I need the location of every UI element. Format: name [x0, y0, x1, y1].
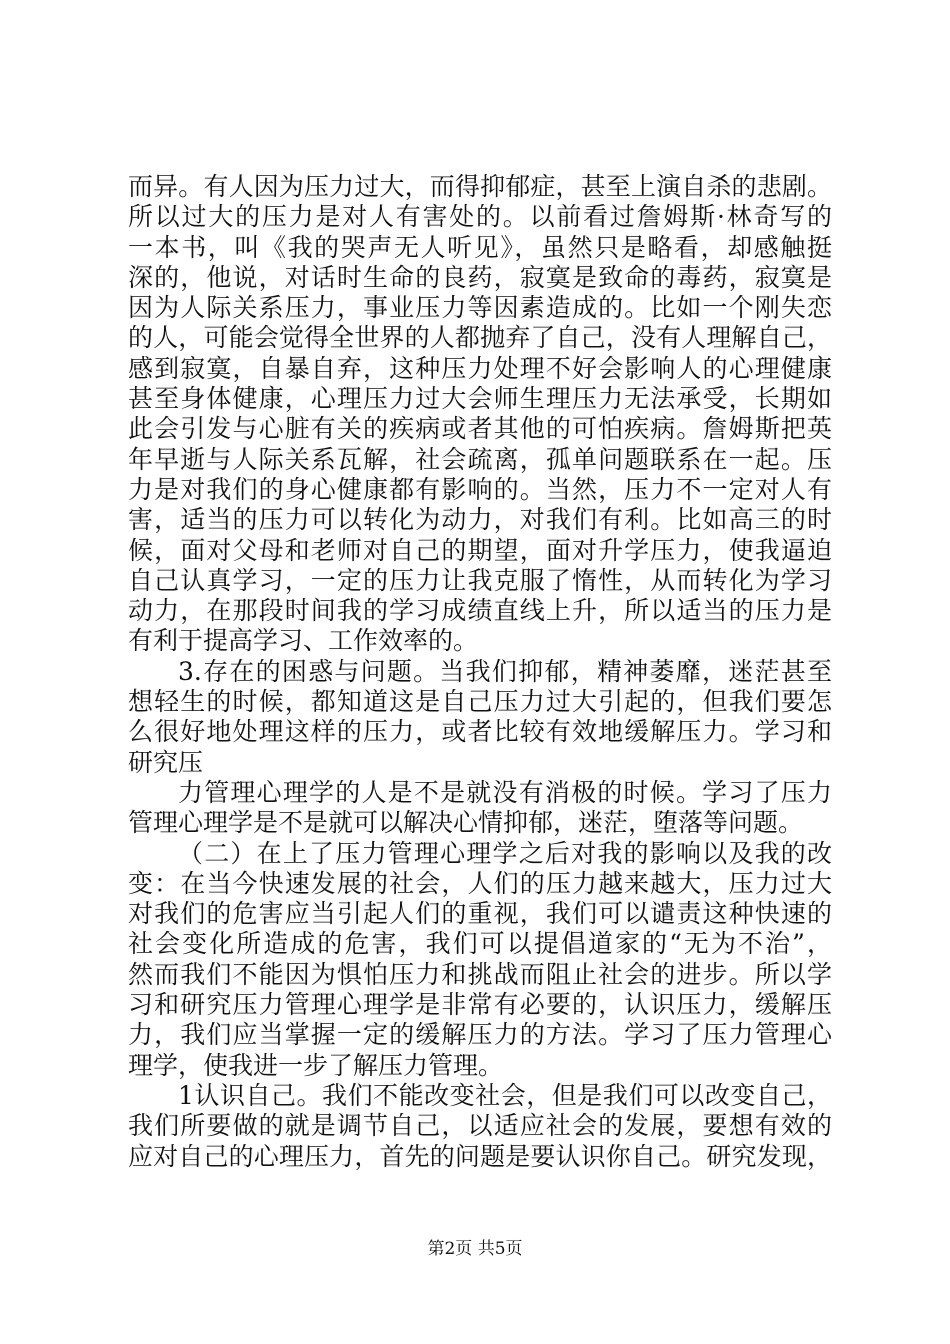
text-line: 研究压 [128, 747, 204, 777]
text-line: 我们所要做的就是调节自己，以适应社会的发展，要想有效的 [128, 1111, 832, 1141]
page-footer: 第2页 共5页 [427, 1239, 523, 1259]
text-line: 力管理心理学的人是不是就没有消极的时候。学习了压力 [178, 777, 832, 807]
text-line: 甚至身体健康，心理压力过大会师生理压力无法承受，长期如 [128, 384, 832, 414]
text-line: 动力，在那段时间我的学习成绩直线上升，所以适当的压力是 [128, 596, 832, 626]
text-line: 深的，他说，对话时生命的良药，寂寞是致命的毒药，寂寞是 [128, 262, 832, 292]
body-text [128, 172, 832, 1172]
text-line: 理学，使我进一步了解压力管理。 [128, 1050, 504, 1080]
text-line: 因为人际关系压力，事业压力等因素造成的。比如一个刚失恋 [128, 293, 832, 323]
text-line: 1认识自己。我们不能改变社会，但是我们可以改变自己， [178, 1080, 832, 1110]
text-line: 力是对我们的身心健康都有影响的。当然，压力不一定对人有 [128, 474, 832, 504]
text-line: 然而我们不能因为惧怕压力和挑战而阻止社会的进步。所以学 [128, 959, 832, 989]
text-line: 变：在当今快速发展的社会，人们的压力越来越大，压力过大 [128, 868, 832, 898]
text-line: 想轻生的时候，都知道这是自己压力过大引起的，但我们要怎 [128, 687, 832, 717]
text-line: 一本书，叫《我的哭声无人听见》，虽然只是略看，却感触挺 [128, 232, 832, 262]
text-line: 此会引发与心脏有关的疾病或者其他的可怕疾病。詹姆斯把英 [128, 414, 832, 444]
text-line: 3.存在的困惑与问题。当我们抑郁，精神萎靡，迷茫甚至 [178, 656, 832, 686]
text-line: （二）在上了压力管理心理学之后对我的影响以及我的改 [178, 838, 832, 868]
text-line: 有利于提高学习、工作效率的。 [128, 626, 479, 656]
text-line: 自己认真学习，一定的压力让我克服了惰性，从而转化为学习 [128, 565, 832, 595]
text-line: 的人，可能会觉得全世界的人都抛弃了自己，没有人理解自己， [128, 323, 832, 353]
text-line: 对我们的危害应当引起人们的重视，我们可以谴责这种快速的 [128, 899, 832, 929]
text-line: 年早逝与人际关系瓦解，社会疏离，孤单问题联系在一起。压 [128, 444, 832, 474]
text-line: 感到寂寞，自暴自弃，这种压力处理不好会影响人的心理健康 [128, 353, 832, 383]
text-line: 习和研究压力管理心理学是非常有必要的，认识压力，缓解压 [128, 990, 832, 1020]
text-line: 害，适当的压力可以转化为动力，对我们有利。比如高三的时 [128, 505, 832, 535]
text-line: 社会变化所造成的危害，我们可以提倡道家的“无为不治”， [128, 929, 832, 959]
text-line: 么很好地处理这样的压力，或者比较有效地缓解压力。学习和 [128, 717, 832, 747]
text-line: 应对自己的心理压力，首先的问题是要认识你自己。研究发现， [128, 1141, 832, 1171]
text-line: 所以过大的压力是对人有害处的。以前看过詹姆斯·林奇写的 [128, 202, 832, 232]
text-line: 而异。有人因为压力过大，而得抑郁症，甚至上演自杀的悲剧。 [128, 172, 832, 201]
text-line: 管理心理学是不是就可以解决心情抑郁，迷茫，堕落等问题。 [128, 808, 804, 838]
text-line: 候，面对父母和老师对自己的期望，面对升学压力，使我逼迫 [128, 535, 832, 565]
text-line: 力，我们应当掌握一定的缓解压力的方法。学习了压力管理心 [128, 1020, 832, 1050]
